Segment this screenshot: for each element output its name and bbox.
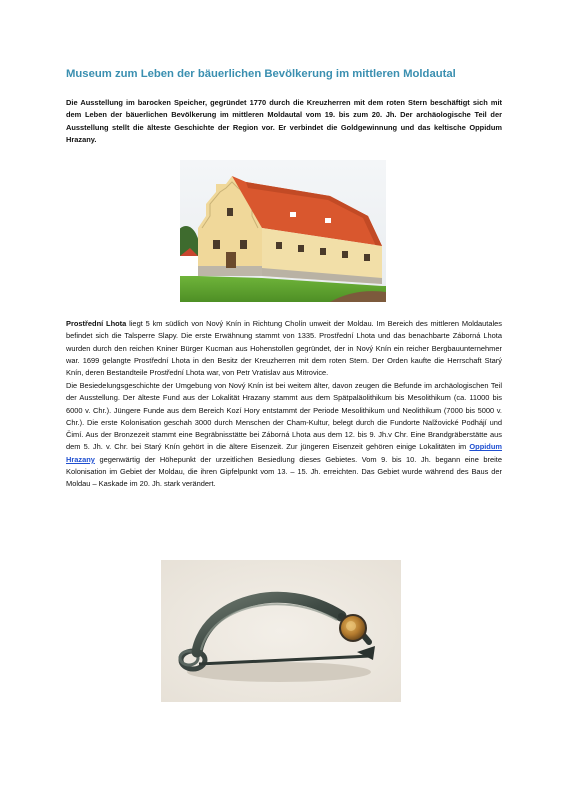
- oppidum-hrazany-link[interactable]: Oppidum Hrazany: [66, 442, 502, 464]
- page-title: Museum zum Leben der bäuerlichen Bevölkerung im mittleren Moldautal: [66, 68, 456, 80]
- celtic-fibula-photo: [161, 560, 401, 702]
- paragraph-prostredni-lhota: [66, 318, 502, 379]
- paragraph-text-part-a: Die Besiedelungsgeschichte der Umgebung von Nový Knín ist bei weitem älter, davon zeugen die Befunde im archäologischen Teil der Ausstellung. Der älteste Fund aus der Lokalität Hrazany stammt aus dem Spätpaläolithikum bis Mesolithikum (ca. 11000 bis 6000 v. Chr.). Jüngere Funde aus dem Bereich Kozí Hory entstammt der Periode Mesolithikum und Neolithikum (7000 bis 5000 v. Chr.). Die erste Kolonisation geschah 3000 durch Menschen der Cham-Kultur, belegt durch die Fundorte Nalžovické Podhájí und Čimí. Aus der Bronzezeit stammt eine Begräbnisstätte bei Záborná Lhota aus dem 12. bis 9. Jh.v Chr. Eine Brandgräberstätte aus dem 5. Jh. v. Chr. bei Starý Knín gehört in die ältere Eisenzeit. Zur jüngeren Eisenzeit gehören einige Lokalitäten im: [66, 381, 502, 452]
- paragraph-settlement-history: [66, 380, 502, 491]
- paragraph-text-part-b: gegenwärtig der Höhepunkt der urzeitlichen Besiedlung dieses Gebietes. Vom 9. bis 10. Jh. begann eine breite Kolonisation im Gebiet der Moldau, die ihren Gipfelpunkt vom 13. – 15. Jh. erreichten. Das Gebiet wurde während des Baus der Moldau – Kaskade im 20. Jh. stark verändert.: [66, 454, 502, 489]
- granary-building-photo: [180, 160, 386, 302]
- place-name: Prostřední Lhota: [66, 319, 127, 328]
- paragraph-text: liegt 5 km südlich von Nový Knín in Richtung Cholín unweit der Moldau. Im Bereich des mittleren Moldautales befindet sich die Talsperre Slapy. Die erste Erwähnung stammt von 1335. Prostřední Lhota und das benachbarte Záborná Lhota wurden durch den reichen Kniner Bürger Kucman aus Hohenstollen gegründet, der in Nový Knín ein reicher Bergbauunternehmer war. 1699 gelangte Prostřední Lhota in den Besitz der Kreuzherren mit dem roten Stern. Der Orden kaufte die Herrschaft Starý Knín, deren Bestandteile Prostřední Lhota war, von Petr Vratislav aus Mitrovice.: [66, 319, 502, 378]
- lead-paragraph: Die Ausstellung im barocken Speicher, gegründet 1770 durch die Kreuzherren mit dem roten Stern beschäftigt sich mit dem Leben der bäuerlichen Bevölkerung im mittleren Moldautal vom 19. bis zum 20. Jh. Der archäologische Teil der Ausstellung stellt die älteste Geschichte der Region vor. Er verbindet die Goldgewinnung und das keltische Oppidum Hrazany.: [66, 98, 502, 144]
